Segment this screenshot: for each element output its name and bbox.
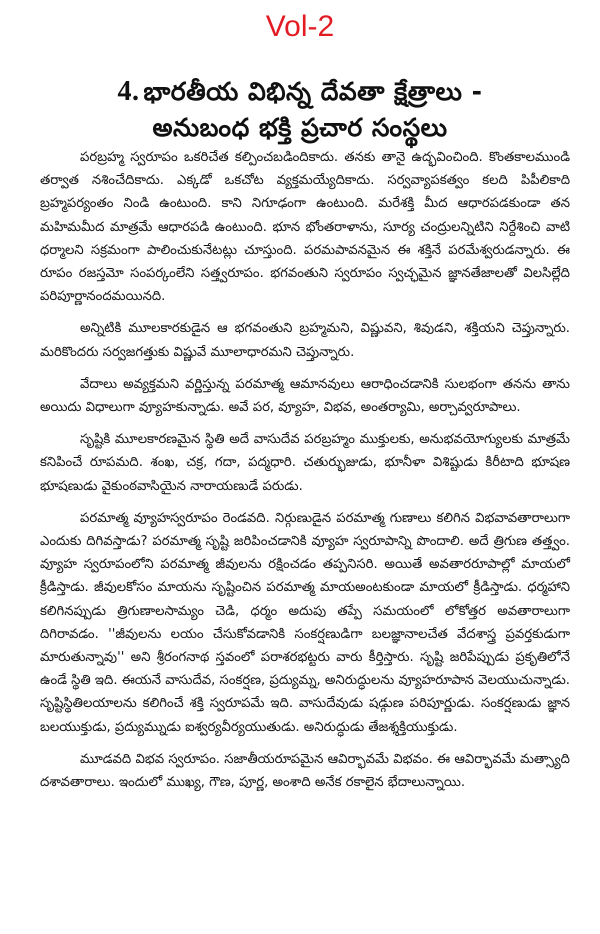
title-line-2: అనుబంధ భక్తి ప్రచార సంస్థలు [152,113,448,142]
chapter-number: 4. [117,76,140,107]
paragraph-1: పరబ్రహ్మ స్వరూపం ఒకరిచేత కల్పించబడిందికాదు. తనకు తానై ఉద్భవించింది. కొంతకాలముండి తర్వాత నశించేదికాదు. ఎక్కడో ఒకచోట వ్యక్తమయ్యేదికాదు. సర్వవ్యాపకత్వం కలది పిపీలికాది బ్రహ్మపర్యంతం నిండి ఉంటుంది. కాని నిగూఢంగా ఉంటుంది. మరేశక్తి మీద ఆధారపడకుండా తన మహిమమీద మాత్రమే ఆధారపడి ఉంటుంది. భూన భోంతరాళాను, సూర్య చంద్రులన్నిటిని నిర్దేశించి వాటి ధర్మాలని సక్రమంగా పాలించుకునేటట్లు చూస్తుంది. పరమపావనమైన ఈ శక్తినే పరమేశ్వరుడన్నారు. ఈ రూపం రజస్తమో సంపర్కంలేని సత్త్వరూపం. భగవంతుని స్వరూపం స్వచ్ఛమైన జ్ఞానతేజాలతో విలసిల్లేది పరిపూర్ణానందమయినది. [40,150,570,305]
paragraph-4: సృష్టికి మూలకారణమైన స్థితి అదే వాసుదేవ పరబ్రహ్మం ముక్తులకు, అనుభవయోగ్యులకు మాత్రమే కనిపించే రూపమది. శంఖ, చక్ర, గదా, పద్మధారి. చతుర్భుజుడు, భూనీళా విశిష్టుడు కిరీటాది భూషణ భూషణుడు వైకుంఠవాసియైన నారాయణుడే పరుడు. [40,432,570,494]
paragraph-2: అన్నిటికి మూలకారకుడైన ఆ భగవంతుని బ్రహ్మమని, విష్ణువని, శివుడని, శక్తియని చెప్తున్నారు. మరికొందరు సర్వజగత్తుకు విష్ణువే మూలాధారమని చెప్తున్నారు. [40,321,570,360]
paragraph-6: మూడవది విభవ స్వరూపం. సజాతీయరూపమైన ఆవిర్భావమే విభవం. ఈ ఆవిర్భావమే మత్స్యాది దశావతారాలు. ఇందులో ముఖ్య, గౌణ, పూర్ణ, అంశాది అనేక రకాలైన భేదాలున్నాయి. [40,751,570,791]
chapter-title [40,74,560,146]
body-text [40,146,570,803]
paragraph-3: వేదాలు అవ్యక్తమని వర్ణిస్తున్న పరమాత్మ ఆమానవులు ఆరాధించడానికి సులభంగా తనను తాను అయిదు విధాలుగా వ్యూహకున్నాడు. అవే పర, వ్యూహ, విభవ, అంతర్యామి, అర్చావ్వరూపాలు. [40,376,570,416]
title-line-1-text: భారతీయ విభిన్న దేవతా క్షేత్రాలు - [143,77,483,106]
volume-label: Vol-2 [265,10,335,43]
title-line-1 [40,74,560,110]
paragraph-5: పరమాత్మ వ్యూహస్వరూపం రెండవది. నిర్గుణుడైన పరమాత్మ గుణాలు కలిగిన విభవావతారాలుగా ఎందుకు దిగివస్తాడు? పరమాత్మ సృష్టి జరిపించడానికి వ్యూహ స్వరూపాన్ని పొందాలి. అదే త్రిగుణ తత్త్వం. వ్యూహ స్వరూపంలోని పరమాత్మ జీవులను రక్షించడం తప్పనిసరి. అయితే అవతారరూపాల్లో మాయలో క్రీడిస్తాడు. జీవులకోసం మాయను సృష్టించిన పరమాత్మ మాయఅంటకుండా మాయలో క్రీడిస్తాడు. ధర్మహాని కలిగినప్పుడు త్రిగుణాలసామ్యం చెడి, ధర్మం అదుపు తప్పే సమయంలో లోకోత్తర అవతారాలుగా దిగిరావడం. ''జీవులను లయం చేసుకోవడానికి సంకర్షణుడిగా బలజ్ఞానాలచేత వేదశాస్త్ర ప్రవర్తకుడుగా మారుతున్నావు'' అని శ్రీరంగనాథ స్తవంలో పరాశరభట్టరు వారు కీర్తిస్తారు. సృష్టి జరిపేప్పుడు ప్రకృతిలోనే ఉండే స్థితి ఇది. ఈయనే వాసుదేవ, సంకర్షణ, ప్రద్యుమ్న, అనిరుద్ధులను వ్యూహరూపాన వెలయుచున్నాడు. సృష్టిస్థితిలయాలను కలిగించే శక్తి స్వరూపమే ఇది. వాసుదేవుడు షడ్గుణ పరిపూర్ణుడు. సంకర్షణుడు జ్ఞాన బలయుక్తుడు, ప్రద్యుమ్నుడు ఐశ్వర్యవీర్యయుతుడు. అనిరుద్ధుడు తేజశ్శక్తియుక్తుడు. [40,510,570,735]
